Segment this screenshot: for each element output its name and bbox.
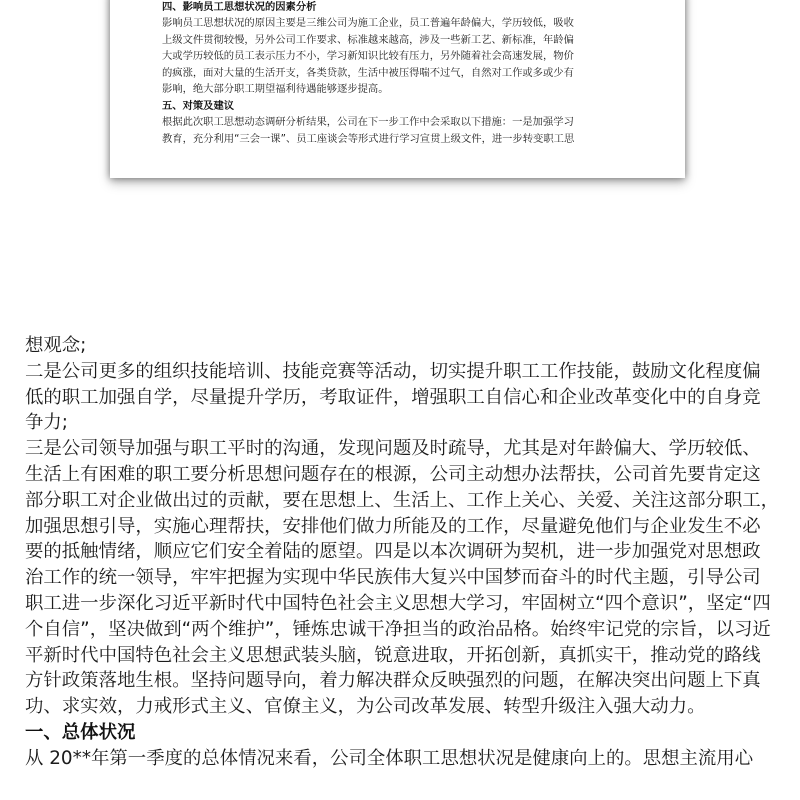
document-preview-card: [110, 0, 685, 178]
preview-section-heading: 五、对策及建议: [162, 99, 235, 112]
body-text-line: 二是公司更多的组织技能培训、技能竞赛等活动，切实提升职工工作技能，鼓励文化程度偏: [25, 360, 761, 382]
preview-text-line: 的疯涨，面对大量的生活开支，各类贷款，生活中被压得喘不过气，自然对工作或多或少有: [162, 66, 574, 79]
body-text-line: 低的职工加强自学，尽量提升学历，考取证件，增强职工自信心和企业改革变化中的自身竞: [25, 386, 761, 408]
body-text-line: 平新时代中国特色社会主义思想武装头脑，锐意进取，开拓创新，真抓实干，推动党的路线: [25, 644, 761, 666]
body-text-line: 从 20**年第一季度的总体情况来看，公司全体职工思想状况是健康向上的。思想主流用心: [25, 747, 754, 769]
preview-text-line: 教育，充分利用“三会一课”、员工座谈会等形式进行学习宣贯上级文件，进一步转变职工思: [162, 132, 575, 145]
body-text-line: 三是公司领导加强与职工平时的沟通，发现问题及时疏导，尤其是对年龄偏大、学历较低、: [25, 438, 761, 460]
body-text-line: 争力;: [25, 412, 68, 434]
document-body-text: [25, 333, 785, 772]
preview-text-line: 影响，绝大部分职工期望福利待遇能够逐步提高。: [162, 83, 389, 95]
preview-text-line: 影响员工思想状况的原因主要是三维公司为施工企业，员工普遍年龄偏大，学历较低，吸收: [162, 17, 574, 29]
body-text-line: 生活上有困难的职工要分析思想问题存在的根源，公司主动想办法帮扶，公司首先要肯定这: [25, 463, 761, 485]
body-text-line: 方针政策落地生根。坚持问题导向，着力解决群众反映强烈的问题，在解决突出问题上下真: [25, 670, 761, 692]
body-text-line: 个自信”，坚决做到“两个维护”，锤炼忠诚干净担当的政治品格。始终牢记党的宗旨，以习近: [25, 618, 771, 640]
preview-text-block: [162, 0, 662, 147]
section-heading: 一、总体状况: [25, 721, 136, 743]
preview-text-line: 上级文件贯彻较慢，另外公司工作要求、标准越来越高，涉及一些新工艺、新标准，年龄偏: [162, 33, 574, 46]
body-text-line: 要的抵触情绪，顺应它们安全着陆的愿望。四是以本次调研为契机，进一步加强党对思想政: [25, 541, 761, 563]
body-text-line: 部分职工对企业做出过的贡献，要在思想上、生活上、工作上关心、关爱、关注这部分职工，: [25, 489, 780, 511]
preview-text-line: 大或学历较低的员工表示压力不小，学习新知识比较有压力，另外随着社会高速发展，物价: [162, 50, 574, 62]
body-text-line: 职工进一步深化习近平新时代中国特色社会主义思想大学习，牢固树立“四个意识”，坚定“四: [25, 592, 771, 614]
preview-section-heading: 四、影响员工思想状况的因素分析: [162, 0, 317, 13]
body-text-line: 想观念;: [25, 335, 87, 356]
body-text-line: 治工作的统一领导，牢牢把握为实现中华民族伟大复兴中国梦而奋斗的时代主题，引导公司: [25, 567, 761, 589]
body-text-line: 功、求实效，力戒形式主义、官僚主义，为公司改革发展、转型升级注入强大动力。: [25, 696, 706, 718]
preview-text-line: 根据此次职工思想动态调研分析结果，公司在下一步工作中会采取以下措施：一是加强学习: [162, 116, 574, 128]
body-text-line: 加强思想引导，实施心理帮扶，安排他们做力所能及的工作，尽量避免他们与企业发生不必: [25, 515, 761, 537]
